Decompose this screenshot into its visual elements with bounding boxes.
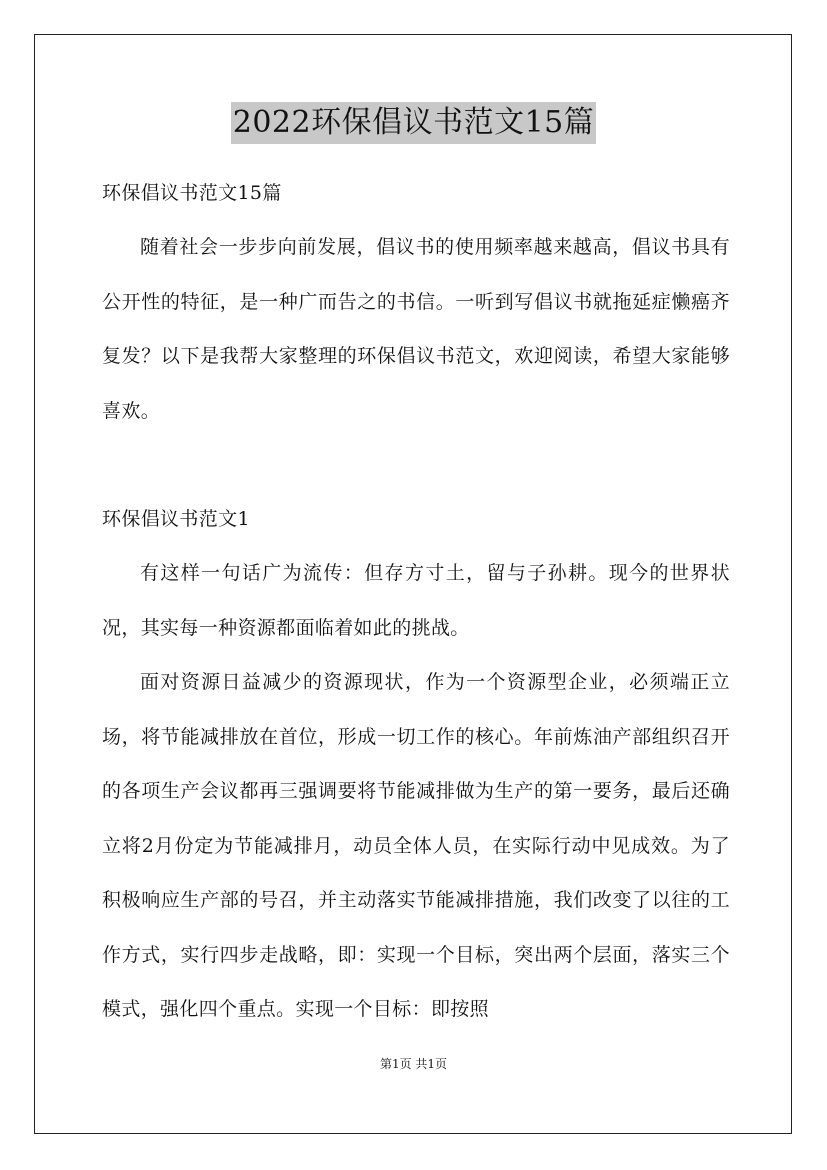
title-container — [0, 102, 827, 144]
intro-block — [102, 220, 730, 438]
section1-heading: 环保倡议书范文1 — [102, 508, 250, 530]
intro-heading-block — [102, 166, 730, 221]
intro-heading: 环保倡议书范文15篇 — [102, 182, 282, 204]
section1-block — [102, 546, 730, 1037]
page-number-label: 第1页 共1页 — [379, 1057, 448, 1071]
page-footer — [0, 1056, 827, 1072]
document-title: 2022环保倡议书范文15篇 — [231, 102, 597, 144]
section1-paragraph-2: 面对资源日益减少的资源现状，作为一个资源型企业，必须端正立场，将节能减排放在首位，形成一切工作的核心。年前炼油产部组织召开的各项生产会议都再三强调要将节能减排做为生产的第一要务，最后还确立将2月份定为节能减排月，动员全体人员，在实际行动中见成效。为了积极响应生产部的号召，并主动落实节能减排措施，我们改变了以往的工作方式，实行四步走战略，即：实现一个目标，突出两个层面，落实三个模式，强化四个重点。实现一个目标：即按照 — [102, 671, 730, 1020]
intro-paragraph: 随着社会一步步向前发展，倡议书的使用频率越来越高，倡议书具有公开性的特征，是一种广而告之的书信。一听到写倡议书就拖延症懒癌齐复发？以下是我帮大家整理的环保倡议书范文，欢迎阅读，希望大家能够喜欢。 — [102, 236, 730, 422]
section1-paragraph-1: 有这样一句话广为流传：但存方寸土，留与子孙耕。现今的世界状况，其实每一种资源都面临着如此的挑战。 — [102, 562, 730, 639]
section1-heading-block — [102, 492, 730, 547]
